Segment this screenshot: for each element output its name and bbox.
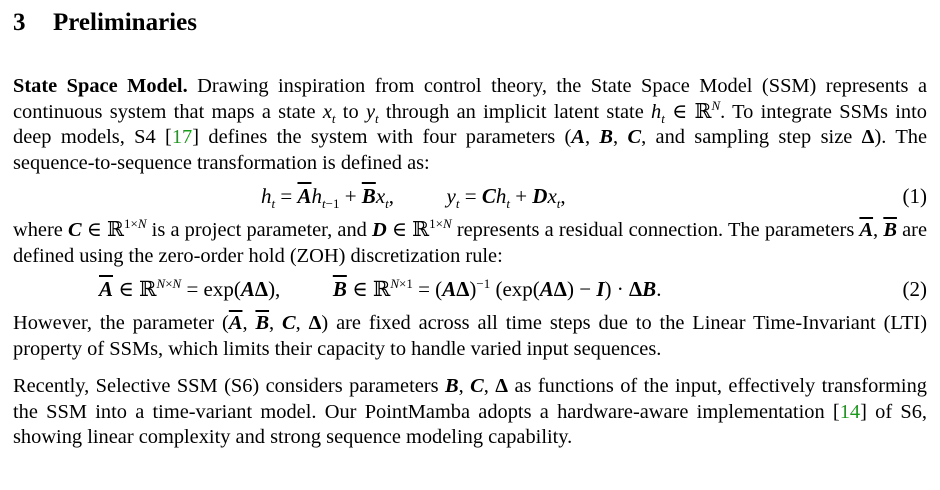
runin-heading: State Space Model.: [13, 75, 188, 97]
citation-link[interactable]: 14: [839, 400, 861, 423]
equation-number: (1): [902, 184, 927, 208]
paragraph-parameters: where C ∈ ℝ$^{1\times N}$ is a project parameter, and D ∈ ℝ$^{1\times N}$ represents a residual connection. The parameters $\overline{A}$, $\overline{B}$ are defined using the zero-order hold (ZOH) discretization rule:: [13, 216, 927, 267]
paper-page: [13, 8, 927, 451]
equation-number: (2): [902, 277, 927, 301]
paragraph-lti: However, the parameter ($\overline{A}$, $\overline{B}$, C, Δ) are fixed across all time steps due to the Linear Time-Invariant (LTI) property of SSMs, which limits their capacity to handle varied input sequences.: [13, 312, 928, 360]
paragraph-selective-ssm: Recently, Selective SSM (S6) considers parameters B, C, Δ as functions of the input, effectively transforming the SSM into a time-variant model. Our PointMamba adopts a hardware-aware implementation [14] of S6, showing linear complexity and strong sequence modeling capability.: [13, 375, 927, 448]
section-title: Preliminaries: [53, 9, 197, 36]
equation-body: $h_t = \overline{A}h_{t-1} + \overline{B}x_t$, $y_t = Ch_t + Dx_t$,: [261, 184, 566, 212]
section-number: 3: [13, 9, 26, 36]
equation-body: $\overline{A}$ ∈ ℝ$^{N\times N}$ = exp(AΔ), $\overline{B}$ ∈ ℝ$^{N\times 1}$ = $(A\Delta)^{-1}$ (exp(AΔ) − I) · ΔB.: [99, 276, 662, 301]
equation-1: [13, 176, 927, 218]
citation-link[interactable]: 17: [171, 126, 193, 148]
section-heading: [13, 8, 927, 38]
paragraph-state-space-model: State Space Model. Drawing inspiration from control theory, the State Space Model (SSM) represents a continuous system that maps a state $x_t$ to $y_t$ through an implicit latent state $h_t$ ∈ ℝ$^N$. To integrate SSMs into deep models, S4 [17] defines the system with four parameters (A, B, C, and sampling step size Δ). The sequence-to-sequence transformation is defined as:: [13, 75, 928, 174]
equation-2: [13, 269, 927, 311]
